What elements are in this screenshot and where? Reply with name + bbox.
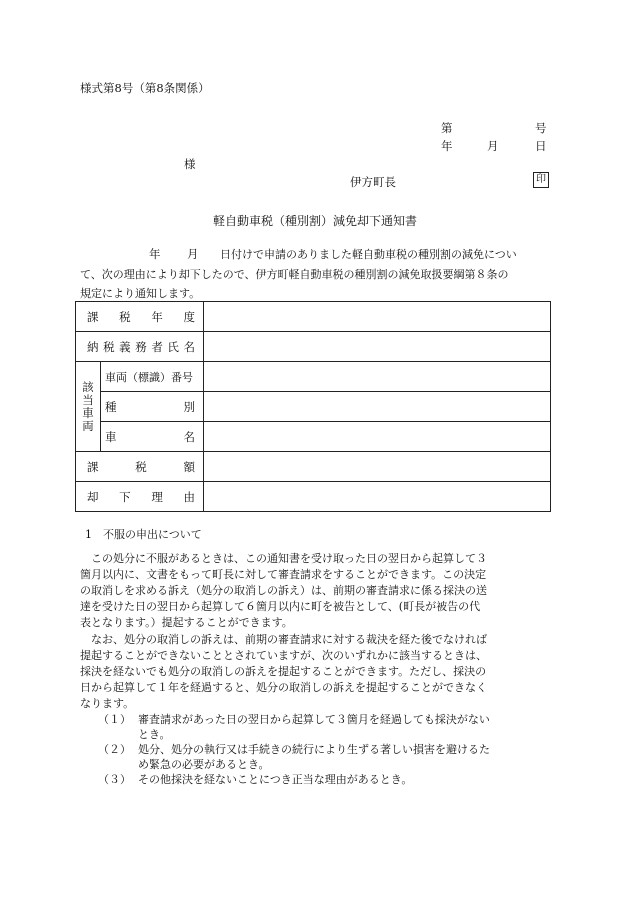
objection-paragraph-1 <box>80 551 550 631</box>
item-number: （３） <box>98 773 131 786</box>
intro-line-2: て、次の理由により却下したので、伊方町軽自動車税の種別割の減免取扱要綱第８条の <box>80 268 509 281</box>
label-char: 義 <box>119 339 131 354</box>
label-char: 務 <box>135 339 147 354</box>
label-char: 下 <box>119 489 131 504</box>
label-char: 者 <box>151 339 163 354</box>
form-code: 様式第8号（第8条関係） <box>80 81 210 95</box>
row-vehicle-type <box>76 392 551 422</box>
label-vehicle-type <box>101 392 204 422</box>
label-char: 度 <box>183 309 195 324</box>
row-taxpayer-name <box>76 332 551 362</box>
label-tax-amount <box>76 452 204 482</box>
paragraph-line: この処分に不服があるときは、この通知書を受け取った日の翌日から起算して３ <box>80 552 487 565</box>
date-day: 日 <box>535 139 547 153</box>
label-tax-year <box>76 302 204 332</box>
label-char: 由 <box>183 489 195 504</box>
addressee-suffix: 様 <box>184 157 196 171</box>
label-char: 税 <box>103 339 115 354</box>
intro-line-3: 規定により通知します。 <box>80 287 201 300</box>
label-char: 車 <box>105 429 117 444</box>
label-char: 税 <box>119 309 131 324</box>
value-tax-amount[interactable] <box>204 452 551 482</box>
label-char: 当 <box>82 392 94 407</box>
label-char: 却 <box>87 489 99 504</box>
label-rejection-reason <box>76 482 204 512</box>
paragraph-line: なります。 <box>80 697 135 710</box>
objection-paragraph-2 <box>80 632 550 712</box>
label-vehicle-name <box>101 422 204 452</box>
label-char: 税 <box>135 459 147 474</box>
row-tax-amount <box>76 452 551 482</box>
label-char: 納 <box>87 339 99 354</box>
label-text: 車両（標識）番号 <box>105 370 193 384</box>
paragraph-line: 提起することができないこととされていますが、次のいずれかに該当するときは、 <box>80 649 487 662</box>
label-char: 名 <box>183 429 195 444</box>
paragraph-line: 採決を経ないでも処分の取消しの訴えを提起することができます。ただし、採決の <box>80 665 487 678</box>
paragraph-line: なお、処分の取消しの訴えは、前期の審査請求に対する裁決を経た後でなければ <box>80 633 487 646</box>
label-vehicle-number <box>101 362 204 392</box>
item-line: 審査請求があった日の翌日から起算して３箇月を経過しても採決がない <box>138 713 490 726</box>
label-char: 課 <box>87 309 99 324</box>
paragraph-line: 箇月以内に、文書をもって町長に対して審査請求をすることができます。この決定 <box>80 568 487 581</box>
label-char: 別 <box>183 399 195 414</box>
value-rejection-reason[interactable] <box>204 482 551 512</box>
doc-number-dai: 第 <box>441 121 453 135</box>
value-tax-year[interactable] <box>204 302 551 332</box>
date-year: 年 <box>441 139 453 153</box>
label-char: 課 <box>87 459 99 474</box>
paragraph-line: の取消しを求める訴え（処分の取消しの訴え）は、前期の審査請求に係る採決の送 <box>80 584 487 597</box>
label-vehicle-group <box>76 362 101 452</box>
paragraph-line: 達を受けた日の翌日から起算して６箇月以内に町を被告として、(町長が被告の代 <box>80 600 481 613</box>
doc-number-go: 号 <box>535 121 547 135</box>
value-vehicle-number[interactable] <box>204 362 551 392</box>
value-vehicle-type[interactable] <box>204 392 551 422</box>
label-char: 車 <box>82 405 94 420</box>
row-tax-year <box>76 302 551 332</box>
value-taxpayer-name[interactable] <box>204 332 551 362</box>
label-char: 理 <box>151 489 163 504</box>
item-line: その他採決を経ないことにつき正当な理由があるとき。 <box>138 773 413 786</box>
intro-month: 月 <box>187 247 199 261</box>
item-line: とき。 <box>138 728 171 741</box>
label-char: 額 <box>183 459 195 474</box>
document-title: 軽自動車税（種別割）減免却下通知書 <box>212 214 417 228</box>
label-char: 氏 <box>167 339 179 354</box>
row-rejection-reason <box>76 482 551 512</box>
intro-year: 年 <box>149 247 161 261</box>
row-vehicle-number <box>76 362 551 392</box>
label-char: 両 <box>82 418 94 433</box>
label-char: 種 <box>105 399 117 414</box>
paragraph-line: 表となります。）提起することができます。 <box>80 616 293 629</box>
intro-line-1: 日付けで申請のありました軽自動車税の種別割の減免につい <box>220 248 517 261</box>
label-char: 名 <box>183 339 195 354</box>
objection-heading: 1 不服の申出について <box>85 528 202 541</box>
notice-form-table <box>75 301 551 512</box>
condition-item-2 <box>98 742 538 772</box>
item-number: （２） <box>98 743 131 756</box>
label-taxpayer-name <box>76 332 204 362</box>
date-month: 月 <box>487 139 499 153</box>
item-line: め緊急の必要があるとき。 <box>138 758 270 771</box>
paragraph-line: 日から起算して１年を経過すると、処分の取消しの訴えを提起することができなく <box>80 681 487 694</box>
label-char: 該 <box>82 379 94 394</box>
condition-item-1 <box>98 712 538 742</box>
row-vehicle-name <box>76 422 551 452</box>
label-char: 年 <box>151 309 163 324</box>
value-vehicle-name[interactable] <box>204 422 551 452</box>
item-line: 処分、処分の執行又は手続きの続行により生ずる著しい損害を避けるた <box>138 743 490 756</box>
seal-mark: 印 <box>533 172 549 188</box>
item-number: （１） <box>98 713 131 726</box>
condition-item-3 <box>98 772 538 787</box>
issuer-name: 伊方町長 <box>350 175 396 189</box>
